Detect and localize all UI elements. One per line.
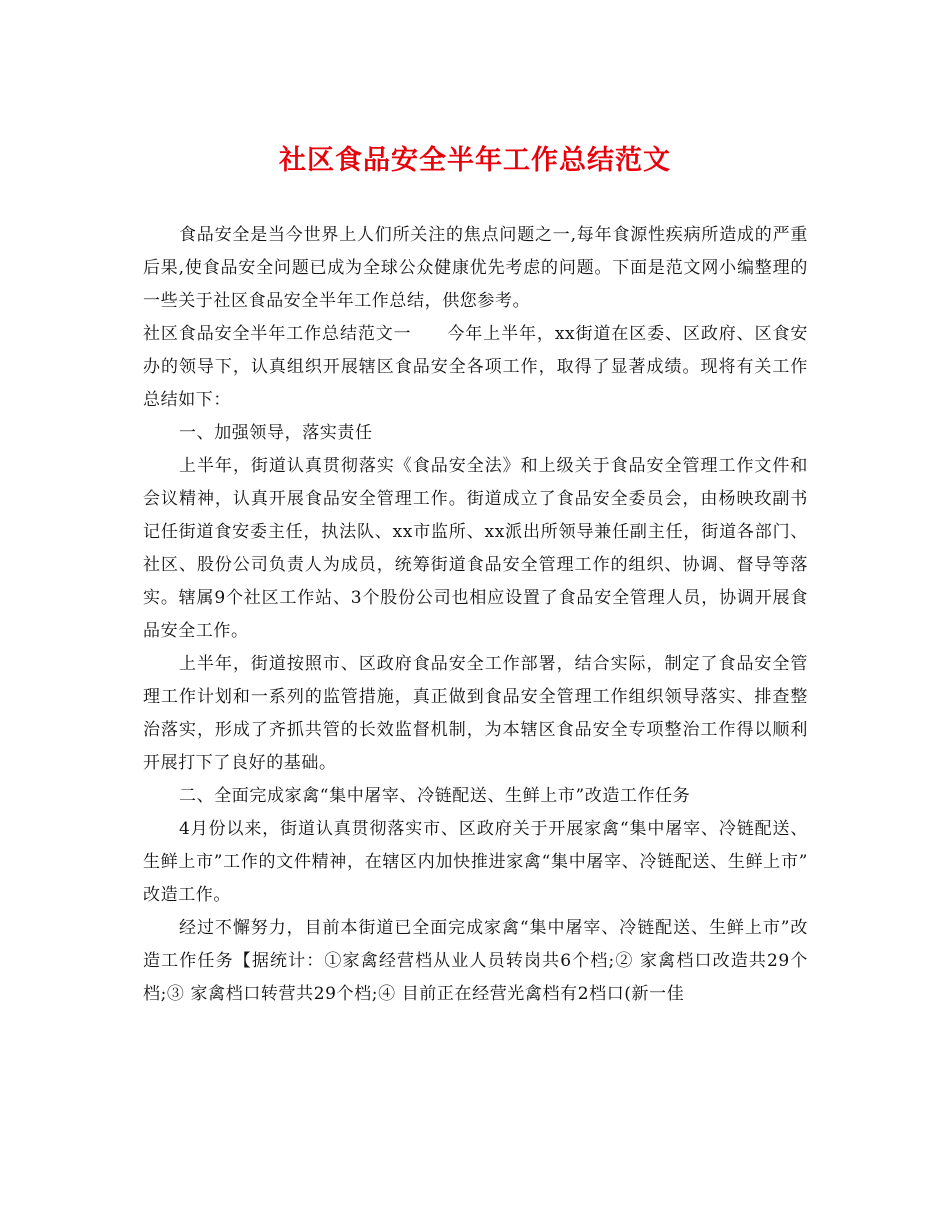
heading-poultry-reform: 二、全面完成家禽“集中屠宰、冷链配送、生鲜上市”改造工作任务 [179, 786, 691, 806]
paragraph-april-progress: 4月份以来，街道认真贯彻落实市、区政府关于开展家禽“集中屠宰、冷链配送、生鲜上市”工作的文件精神，在辖区内加快推进家禽“集中屠宰、冷链配送、生鲜上市” 改造工作。 [143, 819, 808, 905]
paragraph-section-one-intro: 社区食品安全半年工作总结范文一 今年上半年，xx街道在区委、区政府、区食安办的领导下，认真组织开展辖区食品安全各项工作，取得了显著成绩。现将有关工作总结如下： [143, 324, 808, 410]
paragraph-leadership-detail: 上半年，街道认真贯彻落实《食品安全法》和上级关于食品安全管理工作文件和会议精神，认真开展食品安全管理工作。街道成立了食品安全委员会，由杨映玫副书记任街道食安委主任，执法队、xx市监所、xx派出所领导兼任副主任，街道各部门、社区、股份公司负责人为成员，统筹街道食品安全管理工作的组织、协调、督导等落实。辖属9个社区工作站、3个股份公司也相应设置了食品安全管理人员，协调开展食品安全工作。 [143, 456, 808, 641]
paragraph-intro: 食品安全是当今世界上人们所关注的焦点问题之一,每年食源性疾病所造成的严重后果,使食品安全问题已成为全球公众健康优先考虑的问题。下面是范文网小编整理的一些关于社区食品安全半年工作总结，供您参考。 [143, 225, 808, 311]
heading-strengthen-leadership: 一、加强领导，落实责任 [179, 423, 373, 443]
document-title: 社区食品安全半年工作总结范文 [279, 145, 671, 176]
document-body [143, 219, 808, 1011]
paragraph-statistics: 经过不懈努力，目前本街道已全面完成家禽“集中屠宰、冷链配送、生鲜上市”改造工作任务【据统计：①家禽经营档从业人员转岗共6个档;② 家禽档口改造共29个档;③ 家禽档口转营共29个档;④ 目前正在经营光禽档有2档口(新一佳 [143, 918, 808, 1004]
paragraph-work-plan: 上半年，街道按照市、区政府食品安全工作部署，结合实际，制定了食品安全管理工作计划和一系列的监管措施，真正做到食品安全管理工作组织领导落实、排查整治落实，形成了齐抓共管的长效监督机制，为本辖区食品安全专项整治工作得以顺利开展打下了良好的基础。 [143, 654, 808, 773]
